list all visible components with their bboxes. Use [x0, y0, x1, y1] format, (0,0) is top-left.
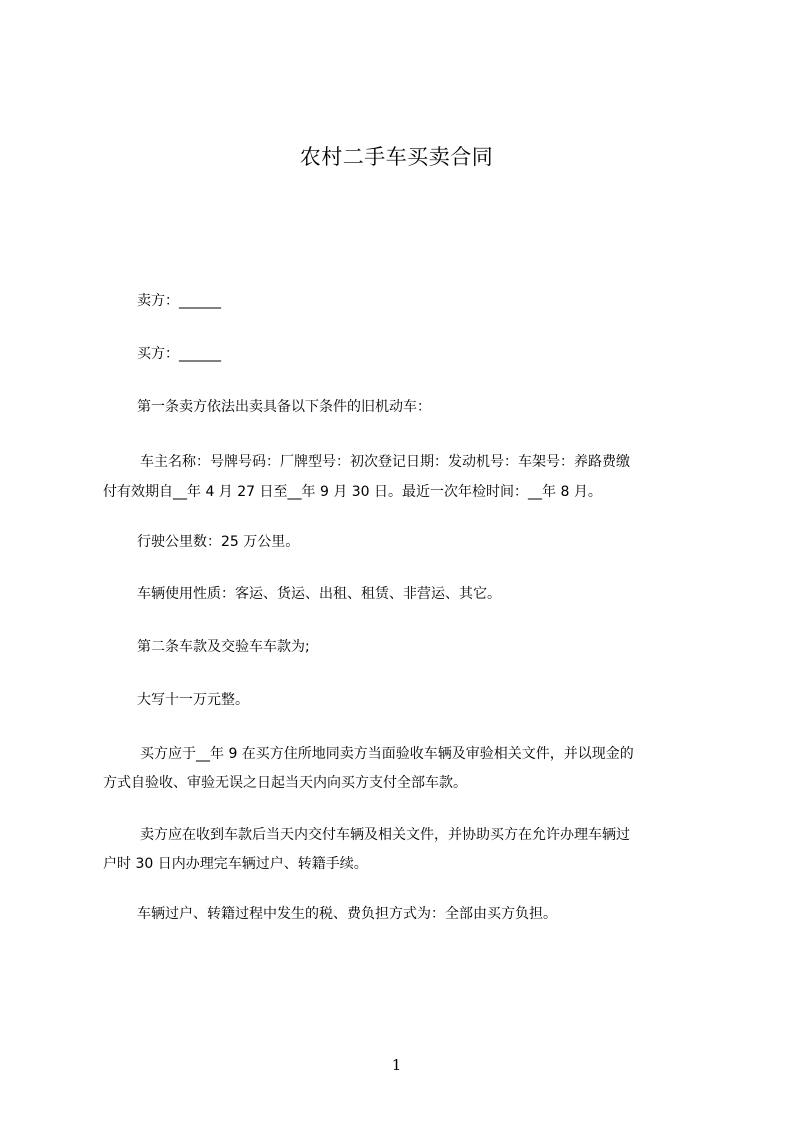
document-title: 农村二手车买卖合同	[299, 145, 494, 169]
article1-heading: 第一条卖方依法出卖具备以下条件的旧机动车：	[137, 399, 431, 415]
article2-heading: 第二条车款及交验车车款为;	[137, 639, 310, 655]
buyer-line: 买方：______	[137, 346, 221, 362]
vehicle-info-line-2: 付有效期自__年 4 月 27 日至__年 9 月 30 日。最近一次年检时间：__年 8 月。	[103, 484, 602, 500]
seller-line: 卖方：______	[137, 293, 221, 309]
fees-line: 车辆过户、转籍过程中发生的税、费负担方式为：全部由买方负担。	[137, 906, 557, 922]
delivery-line-1: 卖方应在收到车款后当天内交付车辆及相关文件，并协助买方在允许办理车辆过	[140, 827, 630, 843]
payment-line-1: 买方应于__年 9 在买方住所地同卖方当面验收车辆及审验相关文件，并以现金的	[140, 746, 634, 762]
payment-line-2: 方式自验收、审验无误之日起当天内向买方支付全部车款。	[103, 775, 467, 791]
usage-nature-line: 车辆使用性质：客运、货运、出租、租赁、非营运、其它。	[137, 586, 501, 602]
vehicle-info-line-1: 车主名称：号牌号码：厂牌型号：初次登记日期：发动机号：车架号：养路费缴	[140, 454, 630, 470]
delivery-line-2: 户时 30 日内办理完车辆过户、转籍手续。	[103, 856, 368, 872]
mileage-line: 行驶公里数：25 万公里。	[137, 534, 300, 550]
amount-in-words: 大写十一万元整。	[137, 692, 249, 708]
page-number: 1	[391, 1056, 402, 1074]
